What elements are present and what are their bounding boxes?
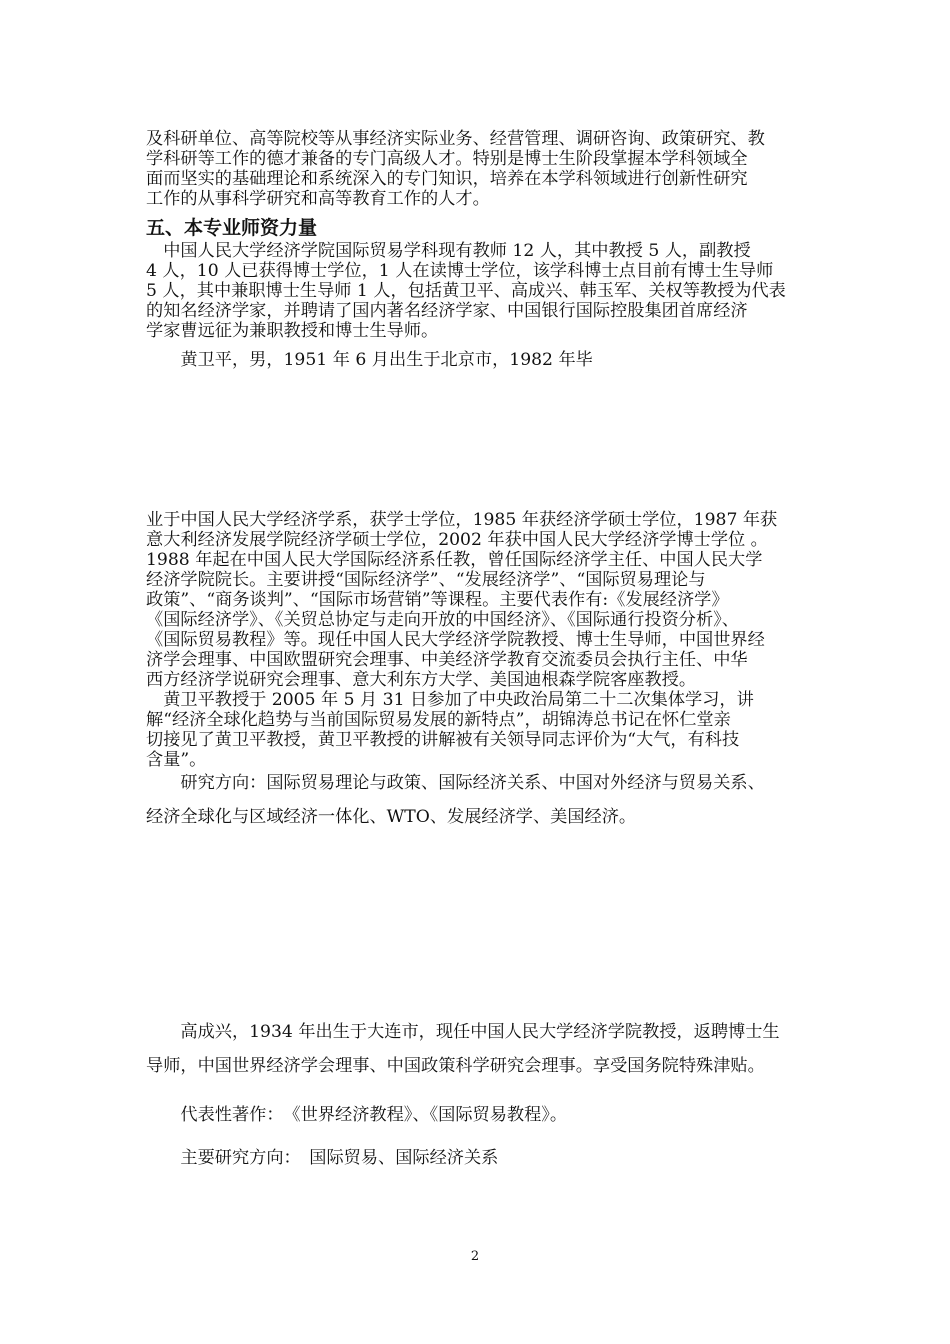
text-line: 代表性著作： 《世界经济教程》、《国际贸易教程》。: [146, 1105, 568, 1125]
text-line: 中国人民大学经济学院国际贸易学科现有教师 12 人，其中教授 5 人，副教授: [146, 241, 751, 261]
gao-works-line: [146, 1102, 812, 1128]
huang-bio-paragraph: [146, 510, 812, 770]
text-line: 及科研单位、高等院校等从事经济实际业务、经营管理、调研咨询、政策研究、教: [146, 129, 765, 149]
text-line: 学家曹远征为兼职教授和博士生导师。: [146, 321, 439, 341]
gao-bio-paragraph: [146, 1015, 812, 1083]
faculty-paragraph: [146, 241, 812, 341]
text-line: 经济全球化与区域经济一体化、WTO、发展经济学、美国经济。: [146, 807, 637, 827]
text-line: 黄卫平，男，1951 年 6 月出生于北京市，1982 年毕: [146, 350, 593, 370]
text-line: 《国际经济学》、《关贸总协定与走向开放的中国经济》、《国际通行投资分析》、: [146, 610, 739, 630]
text-line: 的知名经济学家，并聘请了国内著名经济学家、中国银行国际控股集团首席经济: [146, 301, 748, 321]
text-line: 解“经济全球化趋势与当前国际贸易发展的新特点”，胡锦涛总书记在怀仁堂亲: [146, 710, 731, 730]
text-line: 业于中国人民大学经济学系，获学士学位，1985 年获经济学硕士学位，1987 年获: [146, 510, 778, 530]
text-line: 黄卫平教授于 2005 年 5 月 31 日参加了中央政治局第二十二次集体学习，讲: [146, 690, 754, 710]
text-line: 学科研等工作的德才兼备的专门高级人才。特别是博士生阶段掌握本学科领域全: [146, 149, 748, 169]
intro-paragraph: [146, 129, 812, 209]
text-line: 4 人，10 人已获得博士学位，1 人在读博士学位，该学科博士点目前有博士生导师: [146, 261, 774, 281]
text-line: 切接见了黄卫平教授，黄卫平教授的讲解被有关领导同志评价为“大气，有科技: [146, 730, 740, 750]
text-line: 导师，中国世界经济学会理事、中国政策科学研究会理事。享受国务院特殊津贴。: [146, 1056, 765, 1076]
text-line: 西方经济学说研究会理事、意大利东方大学、美国迪根森学院客座教授。: [146, 670, 697, 690]
text-line: 意大利经济发展学院经济学硕士学位，2002 年获中国人民大学经济学博士学位 。: [146, 530, 768, 550]
page-number: 2: [470, 1249, 480, 1264]
text-line: 1988 年起在中国人民大学国际经济系任教，曾任国际经济学主任、中国人民大学: [146, 550, 763, 570]
text-line: 研究方向：国际贸易理论与政策、国际经济关系、中国对外经济与贸易关系、: [146, 773, 765, 793]
text-line: 5 人，其中兼职博士生导师 1 人，包括黄卫平、高成兴、韩玉军、关权等教授为代表: [146, 281, 786, 301]
text-line: 工作的从事科学研究和高等教育工作的人才。: [146, 189, 490, 209]
huang-intro-line: [146, 348, 812, 372]
text-line: 济学会理事、中国欧盟研究会理事、中美经济学教育交流委员会执行主任、中华: [146, 650, 748, 670]
text-line: 经济学院院长。主要讲授“国际经济学”、“发展经济学”、“国际贸易理论与: [146, 570, 706, 590]
gao-research-line: [146, 1145, 812, 1171]
text-line: 面而坚实的基础理论和系统深入的专门知识，培养在本学科领域进行创新性研究: [146, 169, 748, 189]
text-line: 主要研究方向： 国际贸易、国际经济关系: [146, 1148, 499, 1168]
text-line: 《国际贸易教程》等。现任中国人民大学经济学院教授、博士生导师，中国世界经: [146, 630, 765, 650]
section-heading: 五、本专业师资力量: [146, 217, 318, 239]
text-line: 高成兴，1934 年出生于大连市，现任中国人民大学经济学院教授，返聘博士生: [146, 1022, 780, 1042]
text-line: 含量”。: [146, 750, 207, 770]
text-line: 政策”、“商务谈判”、“国际市场营销”等课程。主要代表作有:《发展经济学》: [146, 590, 729, 610]
huang-research-paragraph: [146, 766, 812, 834]
